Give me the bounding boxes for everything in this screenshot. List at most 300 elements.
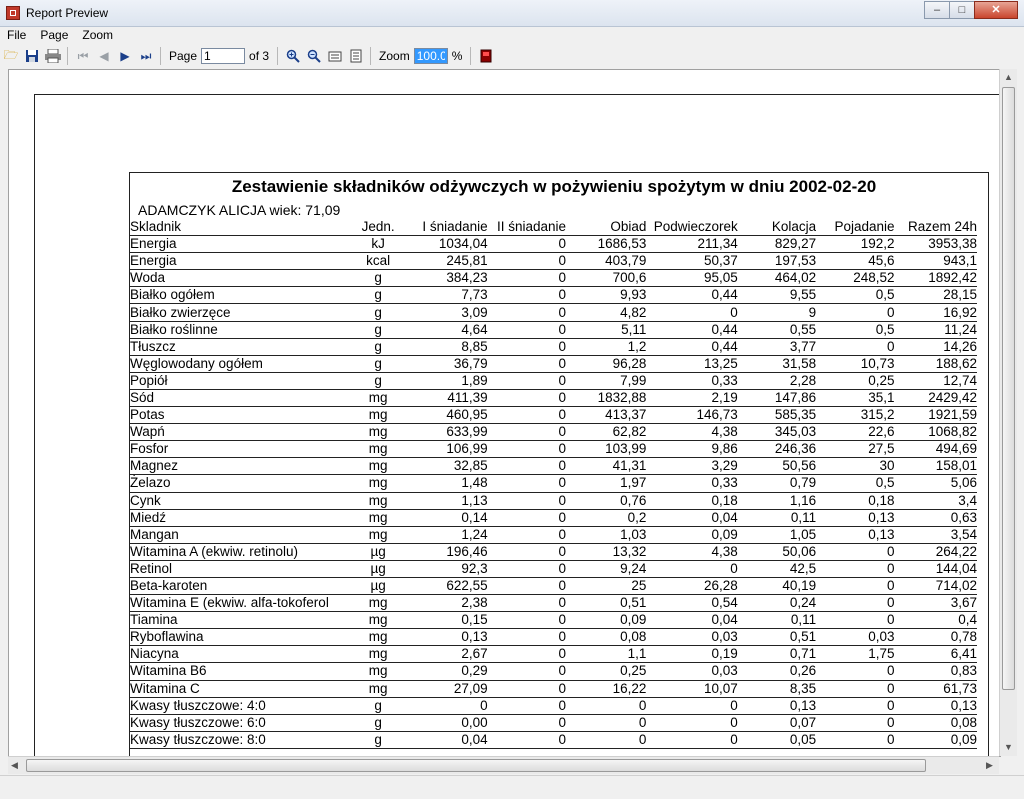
cell-ii-sniadanie: 0 [488,595,566,612]
cell-razem-24h: 1068,82 [895,424,977,441]
cell-razem-24h: 1892,42 [895,270,977,287]
cell-skladnik: Tłuszcz [130,338,351,355]
cell-kolacja: 0,55 [738,321,816,338]
scroll-down-icon[interactable]: ▼ [1004,742,1013,752]
patient-info: ADAMCZYK ALICJA wiek: 71,09 [138,202,341,218]
cell-obiad: 0 [566,731,646,748]
cell-jedn: kcal [351,253,405,270]
cell-jedn: mg [351,389,405,406]
cell-ii-sniadanie: 0 [488,407,566,424]
cell-kolacja: 0,79 [738,475,816,492]
cell-obiad: 1,1 [566,646,646,663]
cell-skladnik: Ryboflawina [130,629,351,646]
menu-bar [0,27,1024,44]
table-row [130,543,977,560]
cell-obiad: 41,31 [566,458,646,475]
cell-ii-sniadanie: 0 [488,629,566,646]
cell-podwieczorek: 0,44 [646,338,737,355]
cell-i-sniadanie: 0,13 [405,629,487,646]
toolbar-separator [470,47,471,65]
cell-kolacja: 3,77 [738,338,816,355]
cell-jedn: g [351,355,405,372]
cell-razem-24h: 3,67 [895,595,977,612]
cell-podwieczorek: 0,44 [646,287,737,304]
menu-page[interactable]: Page [40,28,69,42]
last-page-icon[interactable]: ⏭ [140,48,152,63]
cell-pojadanie: 0,13 [816,526,894,543]
cell-jedn: mg [351,646,405,663]
cell-pojadanie: 0,5 [816,321,894,338]
cell-i-sniadanie: 460,95 [405,407,487,424]
cell-podwieczorek: 146,73 [646,407,737,424]
cell-pojadanie: 27,5 [816,441,894,458]
vertical-scrollbar[interactable] [999,69,1017,756]
cell-kolacja: 0,11 [738,612,816,629]
cell-skladnik: Białko roślinne [130,321,351,338]
cell-pojadanie: 10,73 [816,355,894,372]
table-row [130,270,977,287]
horizontal-scrollbar[interactable] [8,756,999,774]
cell-jedn: mg [351,680,405,697]
cell-i-sniadanie: 633,99 [405,424,487,441]
cell-obiad: 16,22 [566,680,646,697]
page-label: Page [169,49,198,63]
cell-i-sniadanie: 1,13 [405,492,487,509]
cell-skladnik: Węglowodany ogółem [130,355,351,372]
cell-skladnik: Cynk [130,492,351,509]
report-frame [129,172,989,757]
cell-skladnik: Witamina E (ekwiw. alfa-tokoferol [130,595,351,612]
table-row [130,595,977,612]
cell-obiad: 25 [566,577,646,594]
first-page-icon[interactable]: ⏮ [77,48,89,63]
cell-ii-sniadanie: 0 [488,253,566,270]
cell-podwieczorek: 0,33 [646,372,737,389]
zoom-label: Zoom [379,49,410,63]
cell-pojadanie: 0 [816,577,894,594]
cell-razem-24h: 144,04 [895,560,977,577]
cell-i-sniadanie: 411,39 [405,389,487,406]
cell-jedn: mg [351,509,405,526]
cell-razem-24h: 0,08 [895,714,977,731]
nutrient-table [130,219,977,749]
cell-i-sniadanie: 1034,04 [405,236,487,253]
cell-skladnik: Kwasy tłuszczowe: 8:0 [130,731,351,748]
cell-jedn: mg [351,612,405,629]
cell-obiad: 96,28 [566,355,646,372]
cell-i-sniadanie: 245,81 [405,253,487,270]
cell-skladnik: Beta-karoten [130,577,351,594]
cell-kolacja: 8,35 [738,680,816,697]
cell-razem-24h: 3953,38 [895,236,977,253]
cell-ii-sniadanie: 0 [488,560,566,577]
cell-skladnik: Witamina A (ekwiw. retinolu) [130,543,351,560]
table-row [130,321,977,338]
cell-obiad: 1,97 [566,475,646,492]
cell-obiad: 7,99 [566,372,646,389]
toolbar-separator [277,47,278,65]
cell-ii-sniadanie: 0 [488,441,566,458]
cell-obiad: 62,82 [566,424,646,441]
cell-skladnik: Energia [130,253,351,270]
cell-podwieczorek: 9,86 [646,441,737,458]
cell-razem-24h: 188,62 [895,355,977,372]
table-row [130,663,977,680]
cell-razem-24h: 264,22 [895,543,977,560]
cell-podwieczorek: 0 [646,731,737,748]
cell-razem-24h: 14,26 [895,338,977,355]
table-row [130,646,977,663]
cell-skladnik: Miedź [130,509,351,526]
cell-obiad: 1,03 [566,526,646,543]
cell-skladnik: Wapń [130,424,351,441]
scroll-right-icon[interactable]: ▶ [986,760,993,770]
cell-obiad: 1832,88 [566,389,646,406]
cell-podwieczorek: 26,28 [646,577,737,594]
cell-kolacja: 0,26 [738,663,816,680]
cell-kolacja: 585,35 [738,407,816,424]
cell-i-sniadanie: 196,46 [405,543,487,560]
cell-pojadanie: 0,5 [816,287,894,304]
cell-podwieczorek: 4,38 [646,424,737,441]
previous-page-icon[interactable]: ◀ [99,49,109,63]
zoom-out-icon[interactable] [304,46,324,66]
cell-ii-sniadanie: 0 [488,475,566,492]
cell-pojadanie: 0,13 [816,509,894,526]
cell-kolacja: 50,06 [738,543,816,560]
report-title: Zestawienie składników odżywczych w pożywieniu spożytym w dniu 2002-02-20 [231,177,877,196]
cell-i-sniadanie: 622,55 [405,577,487,594]
cell-obiad: 1686,53 [566,236,646,253]
table-row [130,714,977,731]
table-row [130,612,977,629]
table-row [130,372,977,389]
table-row [130,304,977,321]
cell-i-sniadanie: 1,48 [405,475,487,492]
cell-podwieczorek: 3,29 [646,458,737,475]
table-row [130,526,977,543]
table-row [130,287,977,304]
cell-obiad: 9,93 [566,287,646,304]
cell-i-sniadanie: 7,73 [405,287,487,304]
cell-podwieczorek: 0,33 [646,475,737,492]
cell-pojadanie: 0,03 [816,629,894,646]
cell-podwieczorek: 10,07 [646,680,737,697]
header-ii-sniadanie: II śniadanie [488,219,566,236]
cell-i-sniadanie: 3,09 [405,304,487,321]
cell-pojadanie: 0 [816,560,894,577]
menu-file[interactable]: File [7,28,27,42]
cell-skladnik: Białko zwierzęce [130,304,351,321]
table-row [130,458,977,475]
cell-pojadanie: 0,25 [816,372,894,389]
whole-page-icon[interactable] [346,46,366,66]
cell-podwieczorek: 95,05 [646,270,737,287]
cell-obiad: 0 [566,714,646,731]
cell-ii-sniadanie: 0 [488,526,566,543]
cell-i-sniadanie: 1,24 [405,526,487,543]
cell-kolacja: 9,55 [738,287,816,304]
cell-razem-24h: 5,06 [895,475,977,492]
cell-skladnik: Woda [130,270,351,287]
cell-obiad: 9,24 [566,560,646,577]
header-kolacja: Kolacja [738,219,816,236]
table-row [130,697,977,714]
cell-razem-24h: 28,15 [895,287,977,304]
cell-ii-sniadanie: 0 [488,389,566,406]
cell-jedn: kJ [351,236,405,253]
cell-razem-24h: 0,83 [895,663,977,680]
page-number-input[interactable] [201,48,245,64]
cell-podwieczorek: 0,03 [646,629,737,646]
cell-kolacja: 31,58 [738,355,816,372]
close-button[interactable]: ✕ [974,1,1018,19]
cell-jedn: mg [351,424,405,441]
table-row [130,407,977,424]
save-icon[interactable] [22,46,42,66]
cell-i-sniadanie: 0,15 [405,612,487,629]
print-icon[interactable] [43,46,63,66]
cell-jedn: µg [351,560,405,577]
cell-ii-sniadanie: 0 [488,338,566,355]
cell-i-sniadanie: 384,23 [405,270,487,287]
cell-kolacja: 197,53 [738,253,816,270]
cell-obiad: 0,2 [566,509,646,526]
cell-pojadanie: 0 [816,338,894,355]
cell-razem-24h: 494,69 [895,441,977,458]
cell-jedn: g [351,287,405,304]
cell-podwieczorek: 50,37 [646,253,737,270]
cell-podwieczorek: 0 [646,304,737,321]
cell-ii-sniadanie: 0 [488,646,566,663]
cell-ii-sniadanie: 0 [488,321,566,338]
cell-ii-sniadanie: 0 [488,714,566,731]
table-row [130,338,977,355]
cell-i-sniadanie: 1,89 [405,372,487,389]
header-pojadanie: Pojadanie [816,219,894,236]
cell-skladnik: Żelazo [130,475,351,492]
cell-i-sniadanie: 8,85 [405,338,487,355]
cell-kolacja: 9 [738,304,816,321]
table-row [130,509,977,526]
table-row [130,236,977,253]
cell-skladnik: Potas [130,407,351,424]
cell-kolacja: 42,5 [738,560,816,577]
window-title: Report Preview [26,6,109,20]
cell-kolacja: 0,71 [738,646,816,663]
status-bar [0,775,1024,799]
cell-skladnik: Energia [130,236,351,253]
cell-kolacja: 50,56 [738,458,816,475]
cell-ii-sniadanie: 0 [488,236,566,253]
maximize-button[interactable]: □ [949,1,975,19]
menu-zoom[interactable]: Zoom [82,28,114,42]
cell-jedn: g [351,714,405,731]
cell-skladnik: Witamina B6 [130,663,351,680]
table-row [130,492,977,509]
toolbar [0,44,1024,68]
table-body [130,236,977,749]
cell-podwieczorek: 0,19 [646,646,737,663]
cell-obiad: 0,09 [566,612,646,629]
cell-ii-sniadanie: 0 [488,424,566,441]
cell-i-sniadanie: 0 [405,697,487,714]
cell-pojadanie: 0 [816,304,894,321]
cell-jedn: mg [351,492,405,509]
cell-i-sniadanie: 0,29 [405,663,487,680]
cell-podwieczorek: 0 [646,560,737,577]
cell-skladnik: Białko ogółem [130,287,351,304]
header-i-sniadanie: I śniadanie [405,219,487,236]
cell-jedn: g [351,270,405,287]
vertical-scroll-thumb[interactable] [1002,87,1015,690]
cell-skladnik: Retinol [130,560,351,577]
cell-ii-sniadanie: 0 [488,509,566,526]
cell-pojadanie: 315,2 [816,407,894,424]
cell-kolacja: 246,36 [738,441,816,458]
toolbar-separator [67,47,68,65]
cell-podwieczorek: 13,25 [646,355,737,372]
zoom-in-icon[interactable] [283,46,303,66]
scroll-left-icon[interactable]: ◀ [11,760,18,770]
cell-razem-24h: 6,41 [895,646,977,663]
cell-kolacja: 147,86 [738,389,816,406]
cell-i-sniadanie: 92,3 [405,560,487,577]
window-controls [925,1,1018,19]
cell-kolacja: 0,13 [738,697,816,714]
cell-obiad: 0 [566,697,646,714]
cell-jedn: g [351,304,405,321]
preview-viewport[interactable] [8,69,1001,757]
cell-skladnik: Fosfor [130,441,351,458]
cell-skladnik: Niacyna [130,646,351,663]
cell-obiad: 0,51 [566,595,646,612]
cell-obiad: 0,25 [566,663,646,680]
cell-razem-24h: 1921,59 [895,407,977,424]
next-page-icon[interactable]: ▶ [120,49,130,63]
cell-podwieczorek: 0,44 [646,321,737,338]
cell-jedn: mg [351,526,405,543]
cell-jedn: g [351,372,405,389]
cell-skladnik: Witamina C [130,680,351,697]
cell-ii-sniadanie: 0 [488,355,566,372]
cell-pojadanie: 30 [816,458,894,475]
cell-kolacja: 0,11 [738,509,816,526]
horizontal-scroll-thumb[interactable] [26,759,926,772]
cell-jedn: g [351,338,405,355]
cell-pojadanie: 0 [816,680,894,697]
cell-razem-24h: 12,74 [895,372,977,389]
cell-jedn: µg [351,543,405,560]
table-row [130,680,977,697]
cell-ii-sniadanie: 0 [488,612,566,629]
cell-podwieczorek: 2,19 [646,389,737,406]
title-bar [0,0,1024,27]
table-row [130,475,977,492]
cell-pojadanie: 0,5 [816,475,894,492]
table-row [130,629,977,646]
cell-kolacja: 829,27 [738,236,816,253]
cell-pojadanie: 0 [816,697,894,714]
cell-jedn: µg [351,577,405,594]
zoom-input[interactable] [414,48,448,64]
table-row [130,731,977,748]
cell-razem-24h: 158,01 [895,458,977,475]
cell-kolacja: 0,07 [738,714,816,731]
report-page [34,94,1000,757]
page-count-label: of 3 [249,49,270,63]
cell-pojadanie: 0 [816,714,894,731]
open-folder-icon[interactable]: 🗁 [3,47,19,62]
cell-jedn: g [351,321,405,338]
cell-podwieczorek: 211,34 [646,236,737,253]
cell-ii-sniadanie: 0 [488,458,566,475]
cell-jedn: g [351,697,405,714]
table-header-row [130,219,977,236]
page-width-icon[interactable] [325,46,345,66]
scroll-up-icon[interactable]: ▲ [1004,72,1013,82]
minimize-button[interactable]: – [924,1,950,19]
exit-icon[interactable] [476,46,496,66]
cell-jedn: mg [351,663,405,680]
cell-jedn: mg [351,629,405,646]
cell-ii-sniadanie: 0 [488,304,566,321]
cell-obiad: 0,76 [566,492,646,509]
cell-kolacja: 2,28 [738,372,816,389]
toolbar-separator [160,47,161,65]
cell-kolacja: 345,03 [738,424,816,441]
cell-podwieczorek: 0,03 [646,663,737,680]
cell-obiad: 403,79 [566,253,646,270]
cell-razem-24h: 714,02 [895,577,977,594]
cell-jedn: g [351,731,405,748]
cell-ii-sniadanie: 0 [488,731,566,748]
cell-ii-sniadanie: 0 [488,697,566,714]
cell-kolacja: 40,19 [738,577,816,594]
cell-kolacja: 0,05 [738,731,816,748]
cell-pojadanie: 35,1 [816,389,894,406]
cell-ii-sniadanie: 0 [488,680,566,697]
cell-ii-sniadanie: 0 [488,372,566,389]
percent-label: % [451,49,463,63]
cell-pojadanie: 0 [816,543,894,560]
cell-ii-sniadanie: 0 [488,663,566,680]
header-jedn: Jedn. [351,219,405,236]
cell-skladnik: Kwasy tłuszczowe: 4:0 [130,697,351,714]
table-row [130,424,977,441]
cell-i-sniadanie: 0,00 [405,714,487,731]
table-row [130,441,977,458]
cell-pojadanie: 1,75 [816,646,894,663]
table-row [130,253,977,270]
cell-pojadanie: 192,2 [816,236,894,253]
cell-jedn: mg [351,441,405,458]
header-razem-24h: Razem 24h [895,219,977,236]
cell-obiad: 0,08 [566,629,646,646]
cell-podwieczorek: 0,54 [646,595,737,612]
cell-razem-24h: 943,1 [895,253,977,270]
cell-i-sniadanie: 2,38 [405,595,487,612]
cell-podwieczorek: 0,04 [646,509,737,526]
cell-razem-24h: 16,92 [895,304,977,321]
cell-razem-24h: 0,13 [895,697,977,714]
table-row [130,389,977,406]
app-icon [6,6,20,20]
cell-skladnik: Sód [130,389,351,406]
cell-ii-sniadanie: 0 [488,492,566,509]
cell-razem-24h: 0,63 [895,509,977,526]
cell-skladnik: Mangan [130,526,351,543]
